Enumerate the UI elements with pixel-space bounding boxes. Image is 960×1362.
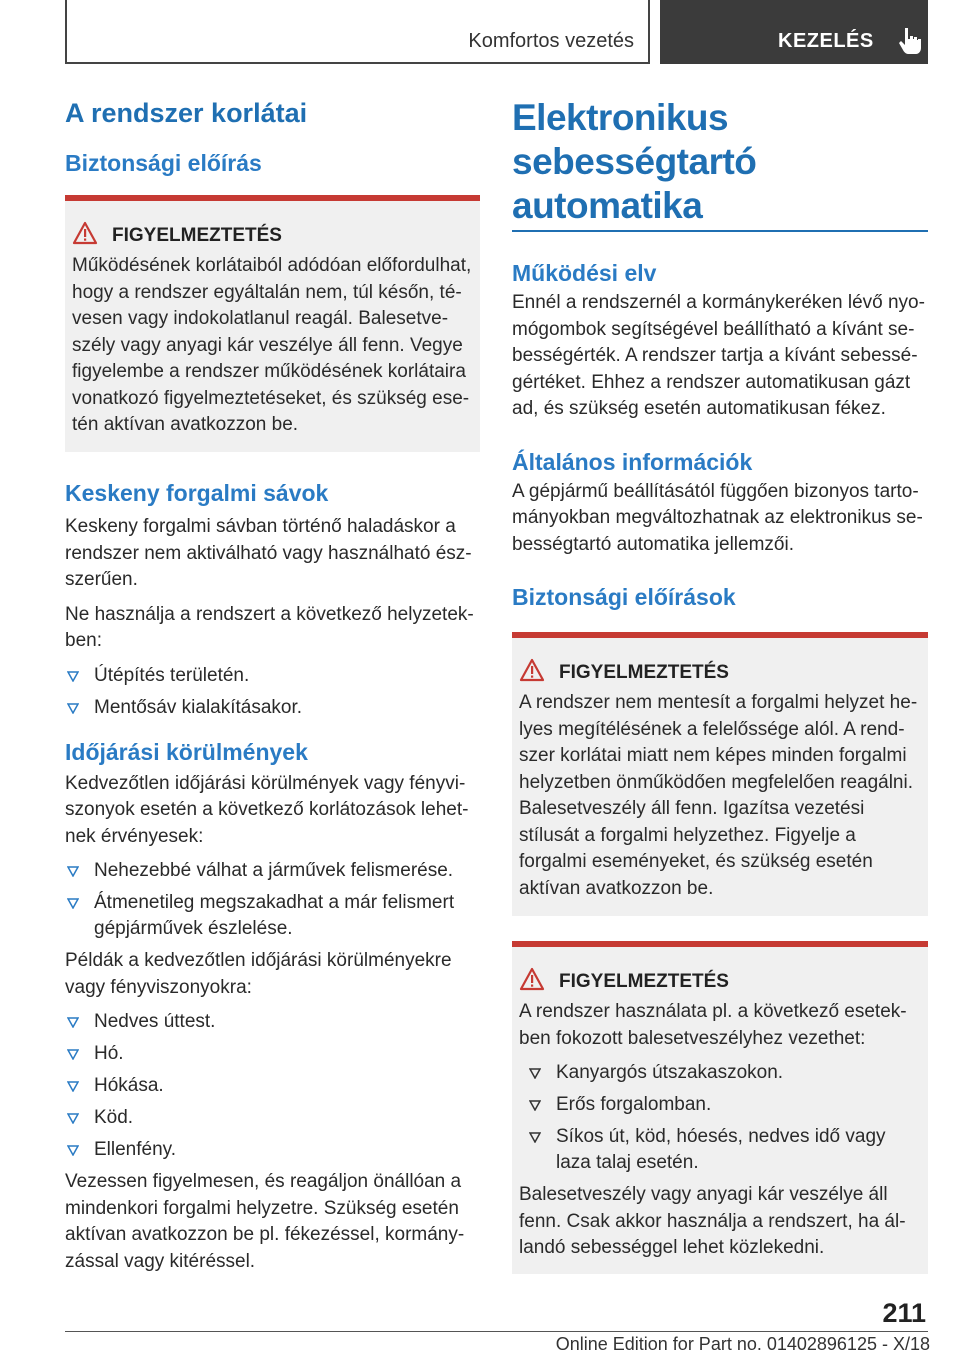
list-item — [65, 1073, 480, 1099]
bullet-triangle-icon — [529, 1068, 541, 1079]
heading-weather: Időjárási körülmények — [65, 738, 308, 765]
list-item-text: Erős forgalomban. — [556, 1094, 712, 1115]
warning-title-text: FIGYELMEZTETÉS — [559, 662, 729, 683]
list-item — [65, 663, 480, 689]
bullet-triangle-icon — [67, 898, 79, 909]
bullet-triangle-icon — [67, 866, 79, 877]
paragraph-general-info: A gépjármű beállításától függően bizonyos tartományokban megváltozhatnak az elektronikus sebességtartó automatika jellemzői. — [512, 480, 923, 555]
warning-title — [559, 969, 922, 995]
heading-general-info: Általános információk — [512, 448, 753, 475]
list-item-text: Nehezebbé válhat a járművek felismerése. — [94, 860, 454, 881]
warning-title — [559, 660, 922, 686]
warning-title-text: FIGYELMEZTETÉS — [112, 225, 282, 246]
bullet-triangle-icon — [67, 1049, 79, 1060]
list-weather-1 — [65, 858, 480, 942]
left-column — [65, 96, 480, 1275]
warning-title-text: FIGYELMEZTETÉS — [559, 971, 729, 992]
title-rule — [512, 230, 928, 232]
list-item — [527, 1092, 922, 1118]
paragraph-weather-1: Kedvezőtlen időjárási körülmények vagy fényviszonyok esetén a következő korlátozások lehetnek érvényesek: — [65, 772, 469, 847]
bullet-triangle-icon — [67, 1113, 79, 1124]
page-header — [65, 0, 928, 64]
list-item — [527, 1060, 922, 1086]
header-chapter-title: KEZELÉS — [778, 30, 874, 52]
list-item-text: Hókása. — [94, 1075, 164, 1096]
heading-system-limits: A rendszer korlátai — [65, 98, 308, 128]
header-section-title: Komfortos vezetés — [468, 30, 634, 52]
heading-narrow-lanes: Keskeny forgalmi sávok — [65, 480, 329, 506]
bullet-triangle-icon — [67, 1145, 79, 1156]
bullet-triangle-icon — [529, 1132, 541, 1143]
heading-principle: Működési elv — [512, 260, 657, 286]
list-item — [65, 858, 480, 884]
list-item — [527, 1124, 922, 1176]
list-item — [65, 1009, 480, 1035]
warning-box-limits — [65, 195, 480, 452]
list-item-text: Útépítés területén. — [94, 664, 250, 686]
list-item-text: Kanyargós útszakaszokon. — [556, 1062, 784, 1083]
list-item — [65, 1041, 480, 1067]
list-narrow — [65, 663, 480, 721]
paragraph-narrow-1: Keskeny forgalmi sávban történő haladáskor a rendszer nem aktiválható vagy használható észszerűen. — [65, 516, 472, 590]
warning-triangle-icon — [519, 967, 545, 991]
warning-title — [112, 223, 474, 249]
warning-box-responsibility — [512, 632, 928, 916]
paragraph-principle: Ennél a rendszernél a kormánykeréken lévő nyomógombok segítségével beállítható a kívánt sebességérték. A rendszer tartja a kívánt sebességértéket. Ehhez a rendszer automatikusan gázt ad, és szükség esetén automatikusan fékez. — [512, 292, 925, 419]
list-item — [65, 890, 480, 942]
paragraph-weather-3: Vezessen figyelmesen, és reagáljon önállóan a mindenkori forgalmi helyzetre. Szükség esetén aktívan avatkozzon be pl. fékezéssel, kormányzással vagy kitéréssel. — [65, 1171, 465, 1272]
bullet-triangle-icon — [67, 1017, 79, 1028]
warning-text: A rendszer nem mentesít a forgalmi helyzet helyes megítélésének a felelőssége alól. A rendszer korlátai miatt nem képes minden forgalmi helyzetben önműködően megfelelően reagálni. Balesetveszély áll fenn. Igazítsa vezetési stílusát a forgalmi helyzethez. Figyelje a forgalmi eseményeket, és szükség esetén aktívan avatkozzon be. — [519, 692, 918, 899]
warning-list — [527, 1060, 922, 1176]
heading-safety-notes: Biztonsági előírások — [512, 584, 736, 610]
bullet-triangle-icon — [67, 703, 79, 714]
warning-text-2: Balesetveszély vagy anyagi kár veszélye áll fenn. Csak akkor használja a rendszert, ha állandó sebességgel lehet közlekedni. — [519, 1184, 906, 1258]
bullet-triangle-icon — [67, 671, 79, 682]
warning-triangle-icon — [519, 658, 545, 682]
warning-text: A rendszer használata pl. a következő esetekben fokozott balesetveszélyhez vezethet: — [519, 1001, 907, 1049]
warning-text: Működésének korlátaiból adódóan előfordulhat, hogy a rendszer egyáltalán nem, túl későn, tévesen vagy indokolatlanul reagál. Balesetveszély vagy anyagi kár veszélye áll fenn. Vegye figyelembe a rendszer működésének korlátaira vonatkozó figyelmeztetéseket, és szükség esetén aktívan avatkozzon be. — [72, 255, 472, 435]
hand-pointer-icon — [896, 26, 922, 54]
list-item-text: Köd. — [94, 1107, 134, 1128]
page-number: 211 — [882, 1298, 926, 1328]
list-item-text: Síkos út, köd, hóesés, nedves idő vagy laza talaj esetén. — [556, 1126, 886, 1173]
paragraph-weather-2: Példák a kedvezőtlen időjárási körülményekre vagy fényviszonyokra: — [65, 950, 452, 998]
footer-edition: Online Edition for Part no. 01402896125 - X/18 — [555, 1334, 930, 1354]
list-item — [65, 1137, 480, 1163]
bullet-triangle-icon — [67, 1081, 79, 1092]
list-item-text: Nedves úttest. — [94, 1011, 216, 1032]
warning-box-usage — [512, 941, 928, 1274]
right-column — [512, 96, 928, 1274]
header-chapter-box — [660, 0, 928, 64]
footer-rule — [65, 1331, 928, 1332]
chapter-title: Elektronikus sebességtartó automatika — [512, 97, 757, 226]
list-item-text: Hó. — [94, 1043, 124, 1064]
warning-triangle-icon — [72, 221, 98, 245]
list-item — [65, 695, 480, 721]
list-item-text: Mentősáv kialakításakor. — [94, 696, 303, 718]
header-section-box — [65, 0, 650, 64]
paragraph-narrow-2: Ne használja a rendszert a következő helyzetekben: — [65, 603, 474, 651]
list-weather-2 — [65, 1009, 480, 1163]
list-item-text: Ellenfény. — [94, 1139, 177, 1160]
list-item-text: Átmenetileg megszakadhat a már felismert gépjárművek észlelése. — [94, 892, 455, 939]
list-item — [65, 1105, 480, 1131]
heading-safety-note: Biztonsági előírás — [65, 150, 262, 176]
bullet-triangle-icon — [529, 1100, 541, 1111]
